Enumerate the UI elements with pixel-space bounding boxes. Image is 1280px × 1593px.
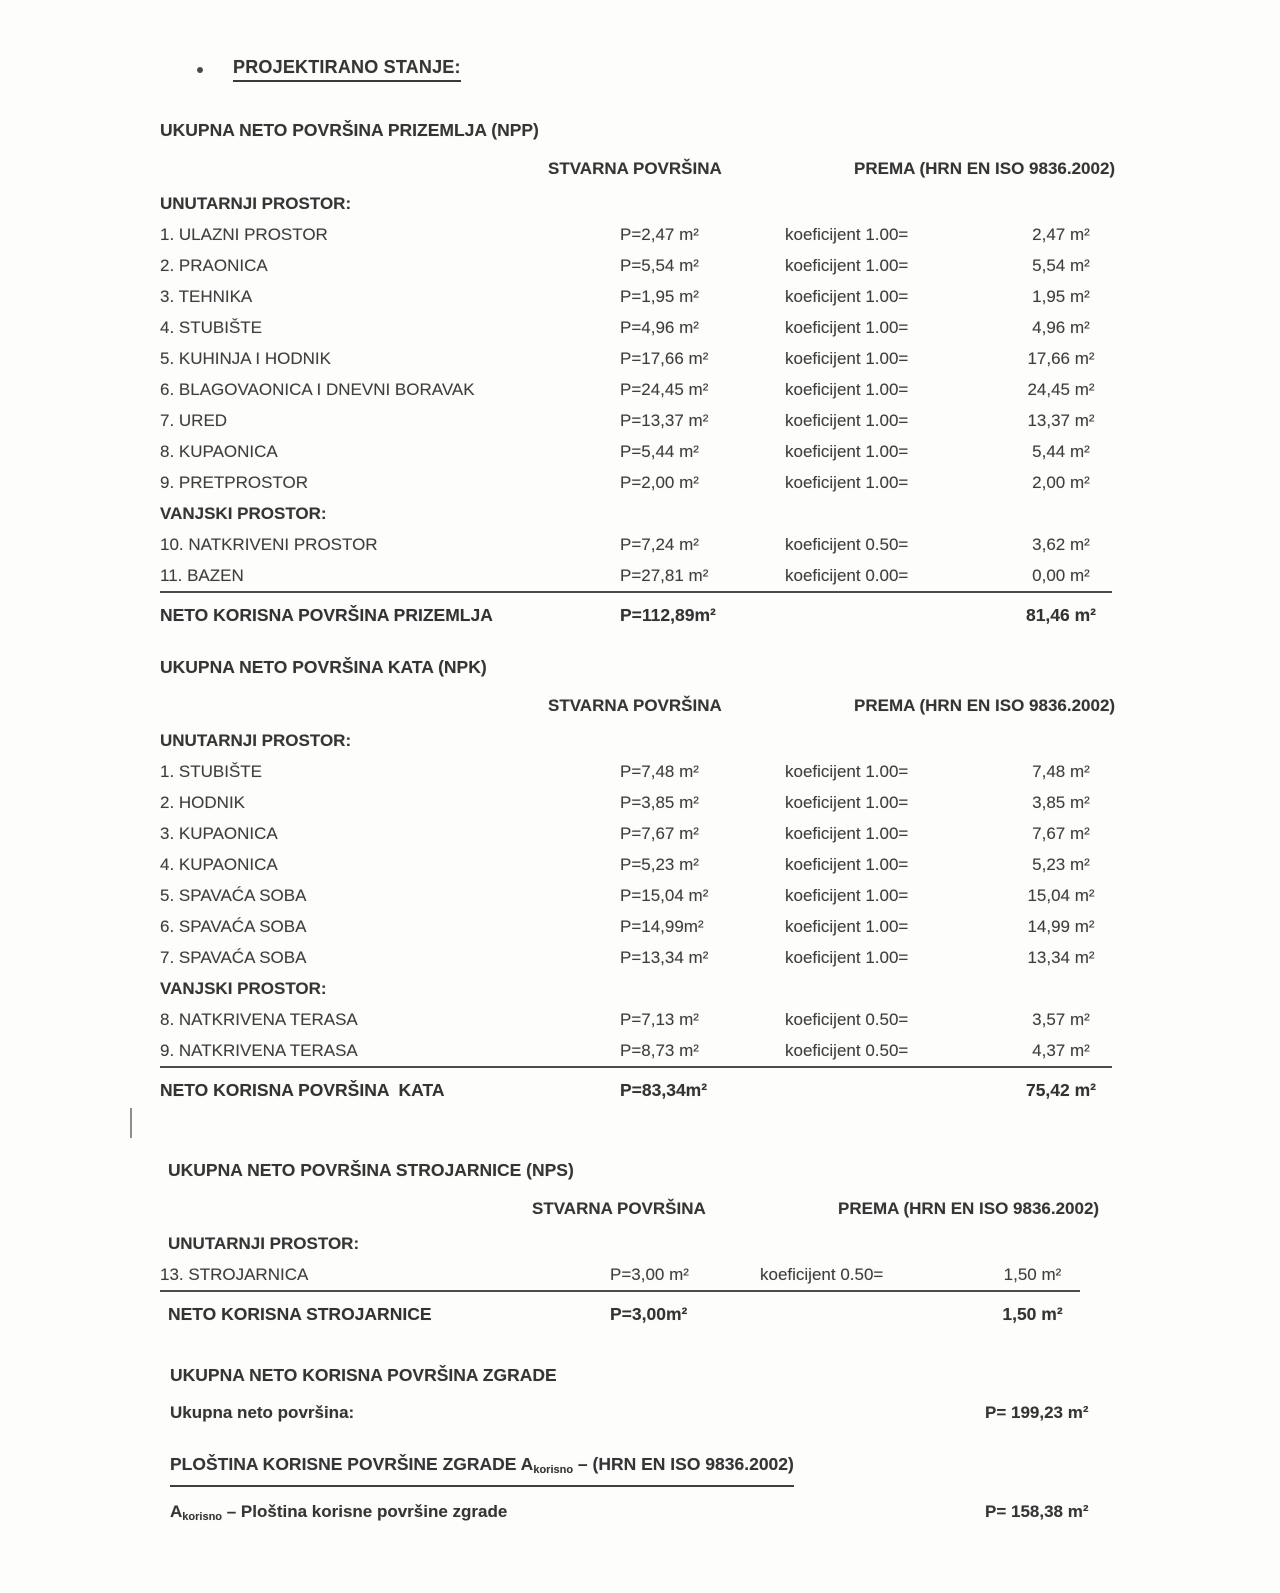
standard-area-value: 13,37 m²	[1027, 410, 1095, 430]
coefficient-value: koeficijent 0.00=	[785, 565, 909, 585]
actual-area-value: P=4,96 m²	[620, 317, 699, 337]
usable-area-label	[170, 1502, 507, 1521]
coefficient-value: koeficijent 1.00=	[785, 379, 909, 399]
total-standard-area: 1,50 m²	[1002, 1303, 1063, 1324]
document-heading	[197, 57, 461, 82]
room-label: 8. KUPAONICA	[160, 441, 278, 461]
room-label: 5. KUHINJA I HODNIK	[160, 348, 331, 368]
room-label: 9. PRETPROSTOR	[160, 472, 308, 492]
coefficient-value: koeficijent 0.50=	[785, 1040, 909, 1060]
coefficient-value: koeficijent 1.00=	[785, 472, 909, 492]
total-row	[160, 599, 1112, 631]
coefficient-value: koeficijent 1.00=	[785, 224, 909, 244]
room-label: 1. STUBIŠTE	[160, 761, 263, 781]
room-label: 11. BAZEN	[160, 565, 244, 585]
column-header-actual-area: STVARNA POVRŠINA	[548, 159, 722, 178]
coefficient-value: koeficijent 1.00=	[785, 255, 909, 275]
standard-area-value: 4,37 m²	[1032, 1040, 1090, 1060]
room-label: 2. HODNIK	[160, 792, 246, 812]
column-headers	[160, 693, 1220, 719]
section-building-total	[160, 1362, 1220, 1426]
table-row	[160, 1004, 1112, 1035]
room-label: 13. STROJARNICA	[160, 1264, 309, 1284]
standard-area-value: 3,57 m²	[1032, 1009, 1090, 1029]
group-label-exterior: VANJSKI PROSTOR:	[160, 504, 327, 523]
total-label: NETO KORISNA POVRŠINA KATA	[160, 1079, 445, 1100]
actual-area-value: P=7,13 m²	[620, 1009, 699, 1029]
standard-area-value: 14,99 m²	[1027, 916, 1095, 936]
table-row	[160, 467, 1112, 498]
standard-area-value: 15,04 m²	[1027, 885, 1095, 905]
actual-area-value: P=2,47 m²	[620, 224, 699, 244]
table-row	[160, 281, 1112, 312]
coefficient-value: koeficijent 1.00=	[785, 792, 909, 812]
coefficient-value: koeficijent 1.00=	[785, 761, 909, 781]
actual-area-value: P=5,23 m²	[620, 854, 699, 874]
standard-area-value: 17,66 m²	[1027, 348, 1095, 368]
room-label: 10. NATKRIVENI PROSTOR	[160, 534, 378, 554]
column-header-iso-standard: PREMA (HRN EN ISO 9836.2002)	[854, 696, 1116, 715]
coefficient-value: koeficijent 1.00=	[785, 916, 909, 936]
actual-area-value: P=13,34 m²	[620, 947, 709, 967]
table-row	[160, 529, 1112, 560]
standard-area-value: 4,96 m²	[1032, 317, 1090, 337]
coefficient-value: koeficijent 1.00=	[785, 317, 909, 337]
actual-area-value: P=7,24 m²	[620, 534, 699, 554]
usable-area-title-suffix: – (HRN EN ISO 9836.2002)	[573, 1454, 794, 1474]
coefficient-value: koeficijent 1.00=	[785, 348, 909, 368]
standard-area-value: 7,67 m²	[1032, 823, 1090, 843]
actual-area-value: P=13,37 m²	[620, 410, 709, 430]
group-label-exterior: VANJSKI PROSTOR:	[160, 979, 327, 998]
coefficient-value: koeficijent 1.00=	[785, 885, 909, 905]
building-total-row	[160, 1400, 1220, 1426]
section-usable-area	[160, 1452, 1220, 1525]
usable-area-title-text: PLOŠTINA KORISNE POVRŠINE ZGRADE A	[170, 1454, 534, 1474]
standard-area-value: 2,00 m²	[1032, 472, 1090, 492]
section-title: UKUPNA NETO POVRŠINA KATA (NPK)	[160, 657, 487, 677]
actual-area-value: P=27,81 m²	[620, 565, 709, 585]
room-label: 6. BLAGOVAONICA I DNEVNI BORAVAK	[160, 379, 475, 399]
coefficient-value: koeficijent 1.00=	[785, 947, 909, 967]
total-label: NETO KORISNA STROJARNICE	[168, 1303, 432, 1324]
coefficient-value: koeficijent 1.00=	[785, 441, 909, 461]
actual-area-value: P=3,85 m²	[620, 792, 699, 812]
coefficient-value: koeficijent 0.50=	[785, 534, 909, 554]
usable-area-title-subscript: korisno	[533, 1464, 574, 1476]
table-row	[160, 436, 1112, 467]
usable-area-title	[170, 1452, 794, 1487]
table-row	[160, 219, 1112, 250]
text-cursor-artifact	[130, 1108, 132, 1138]
table-row	[160, 818, 1112, 849]
total-actual-area: P=83,34m²	[620, 1079, 708, 1100]
actual-area-value: P=3,00 m²	[610, 1264, 689, 1284]
standard-area-value: 3,62 m²	[1032, 534, 1090, 554]
standard-area-value: 7,48 m²	[1032, 761, 1090, 781]
table-row	[160, 405, 1112, 436]
usable-area-label-text: – Ploština korisne površine zgrade	[222, 1502, 508, 1521]
usable-area-label-subscript: korisno	[182, 1511, 223, 1523]
total-actual-area: P=3,00m²	[610, 1303, 688, 1324]
bullet-icon	[197, 67, 203, 73]
total-label: NETO KORISNA POVRŠINA PRIZEMLJA	[160, 604, 493, 625]
building-total-title: UKUPNA NETO KORISNA POVRŠINA ZGRADE	[170, 1365, 557, 1385]
coefficient-value: koeficijent 1.00=	[785, 410, 909, 430]
usable-area-row	[160, 1499, 1220, 1525]
coefficient-value: koeficijent 1.00=	[785, 286, 909, 306]
actual-area-value: P=8,73 m²	[620, 1040, 699, 1060]
table-row	[160, 560, 1112, 593]
actual-area-value: P=1,95 m²	[620, 286, 699, 306]
building-total-value: P= 199,23 m²	[985, 1403, 1089, 1422]
building-total-label: Ukupna neto površina:	[170, 1403, 355, 1422]
page-title: PROJEKTIRANO STANJE:	[233, 57, 461, 82]
room-label: 4. KUPAONICA	[160, 854, 278, 874]
table-row	[160, 756, 1112, 787]
table-row	[160, 849, 1112, 880]
section-title: UKUPNA NETO POVRŠINA STROJARNICE (NPS)	[168, 1160, 574, 1180]
standard-area-value: 1,95 m²	[1032, 286, 1090, 306]
room-label: 9. NATKRIVENA TERASA	[160, 1040, 358, 1060]
room-label: 7. SPAVAĆA SOBA	[160, 947, 307, 967]
section-ground-floor-table	[160, 118, 1220, 631]
section-title: UKUPNA NETO POVRŠINA PRIZEMLJA (NPP)	[160, 120, 539, 140]
room-label: 3. TEHNIKA	[160, 286, 253, 306]
total-actual-area: P=112,89m²	[620, 604, 716, 625]
standard-area-value: 13,34 m²	[1027, 947, 1095, 967]
room-label: 7. URED	[160, 410, 228, 430]
standard-area-value: 0,00 m²	[1032, 565, 1090, 585]
table-row	[160, 942, 1112, 973]
usable-area-value: P= 158,38 m²	[985, 1502, 1089, 1521]
standard-area-value: 5,44 m²	[1032, 441, 1090, 461]
table-row	[160, 911, 1112, 942]
coefficient-value: koeficijent 1.00=	[785, 854, 909, 874]
coefficient-value: koeficijent 1.00=	[785, 823, 909, 843]
actual-area-value: P=2,00 m²	[620, 472, 699, 492]
coefficient-value: koeficijent 0.50=	[785, 1009, 909, 1029]
actual-area-value: P=7,67 m²	[620, 823, 699, 843]
column-header-iso-standard: PREMA (HRN EN ISO 9836.2002)	[854, 159, 1116, 178]
total-row	[160, 1298, 1080, 1330]
total-standard-area: 81,46 m²	[1025, 604, 1097, 625]
section-upper-floor-table	[160, 655, 1220, 1106]
column-header-actual-area: STVARNA POVRŠINA	[532, 1199, 706, 1218]
group-label-interior: UNUTARNJI PROSTOR:	[160, 194, 352, 213]
group-label-interior: UNUTARNJI PROSTOR:	[160, 731, 352, 750]
table-row	[160, 880, 1112, 911]
column-header-iso-standard: PREMA (HRN EN ISO 9836.2002)	[838, 1199, 1100, 1218]
table-row	[160, 1035, 1112, 1068]
room-label: 1. ULAZNI PROSTOR	[160, 224, 328, 244]
actual-area-value: P=14,99m²	[620, 916, 704, 936]
standard-area-value: 5,23 m²	[1032, 854, 1090, 874]
room-label: 2. PRAONICA	[160, 255, 268, 275]
actual-area-value: P=7,48 m²	[620, 761, 699, 781]
group-label-interior: UNUTARNJI PROSTOR:	[168, 1234, 360, 1253]
standard-area-value: 24,45 m²	[1027, 379, 1095, 399]
actual-area-value: P=24,45 m²	[620, 379, 709, 399]
room-label: 4. STUBIŠTE	[160, 317, 263, 337]
section-machine-room-table	[160, 1158, 1220, 1330]
actual-area-value: P=5,54 m²	[620, 255, 699, 275]
total-standard-area: 75,42 m²	[1025, 1079, 1097, 1100]
table-row	[160, 343, 1112, 374]
column-headers	[160, 156, 1220, 182]
total-row	[160, 1074, 1112, 1106]
standard-area-value: 1,50 m²	[1003, 1264, 1062, 1284]
room-label: 6. SPAVAĆA SOBA	[160, 916, 307, 936]
standard-area-value: 5,54 m²	[1032, 255, 1090, 275]
standard-area-value: 3,85 m²	[1032, 792, 1090, 812]
table-row	[160, 1259, 1080, 1292]
actual-area-value: P=17,66 m²	[620, 348, 709, 368]
room-label: 3. KUPAONICA	[160, 823, 278, 843]
table-row	[160, 250, 1112, 281]
table-row	[160, 374, 1112, 405]
actual-area-value: P=15,04 m²	[620, 885, 709, 905]
column-headers	[160, 1196, 1220, 1222]
usable-area-label-prefix: A	[170, 1502, 183, 1521]
room-label: 8. NATKRIVENA TERASA	[160, 1009, 358, 1029]
standard-area-value: 2,47 m²	[1032, 224, 1090, 244]
table-row	[160, 312, 1112, 343]
column-header-actual-area: STVARNA POVRŠINA	[548, 696, 722, 715]
coefficient-value: koeficijent 0.50=	[760, 1264, 884, 1284]
actual-area-value: P=5,44 m²	[620, 441, 699, 461]
room-label: 5. SPAVAĆA SOBA	[160, 885, 307, 905]
table-row	[160, 787, 1112, 818]
